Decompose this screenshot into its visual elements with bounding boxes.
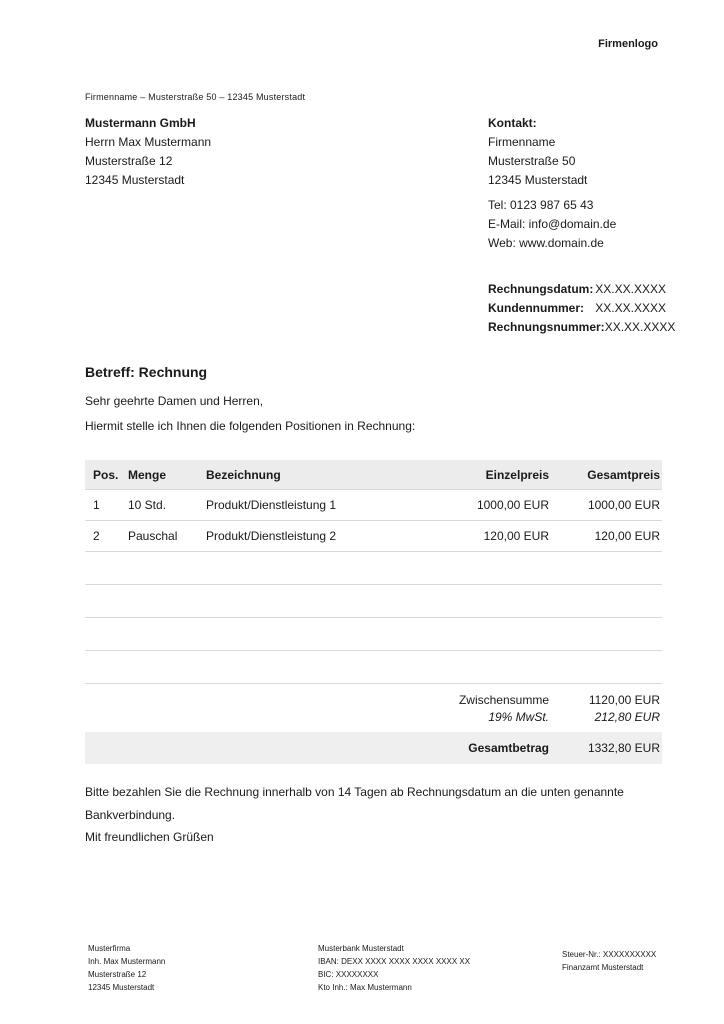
invoice-date-row [488, 280, 666, 299]
header-bezeichnung: Bezeichnung [206, 467, 281, 482]
line-items-table [85, 460, 662, 764]
cell-einzelpreis: 1000,00 EUR [476, 498, 549, 512]
header-einzelpreis: Einzelpreis [485, 467, 549, 482]
footer-company-city: 12345 Musterstadt [88, 983, 155, 992]
contact-web: Web: www.domain.de [488, 236, 604, 250]
contact-city: 12345 Musterstadt [488, 173, 588, 187]
cell-gesamtpreis: 120,00 EUR [594, 529, 660, 543]
table-empty-row [85, 552, 662, 585]
customer-number-label: Kundennummer: [488, 301, 584, 315]
closing-salutation: Mit freundlichen Grüßen [85, 830, 214, 844]
contact-phone: Tel: 0123 987 65 43 [488, 198, 594, 212]
footer-company-name: Musterfirma [88, 944, 131, 953]
cell-bezeichnung: Produkt/Dienstleistung 1 [206, 498, 337, 512]
recipient-name: Herrn Max Mustermann [85, 135, 212, 149]
salutation: Sehr geehrte Damen und Herren, [85, 394, 264, 408]
table-header-row [85, 460, 662, 490]
contact-company: Firmenname [488, 135, 556, 149]
footer-bank-iban: IBAN: DEXX XXXX XXXX XXXX XXXX XX [318, 957, 471, 966]
header-pos: Pos. [93, 467, 119, 482]
contact-block [488, 114, 666, 253]
sender-return-address: Firmenname – Musterstraße 50 – 12345 Musterstadt [85, 92, 306, 102]
subtotal-value: 1120,00 EUR [588, 692, 660, 707]
header-menge: Menge [128, 467, 167, 482]
contact-street: Musterstraße 50 [488, 154, 576, 168]
subject-line: Betreff: Rechnung [85, 364, 208, 380]
invoice-number-label: Rechnungsnummer: [488, 320, 605, 334]
footer-bank-block [318, 942, 470, 994]
table-empty-row [85, 618, 662, 651]
grand-total-row [85, 732, 662, 764]
vat-value: 212,80 EUR [594, 709, 660, 724]
company-logo-placeholder: Firmenlogo [598, 38, 658, 50]
recipient-street: Musterstraße 12 [85, 154, 173, 168]
contact-email: E-Mail: info@domain.de [488, 217, 617, 231]
recipient-address-block [85, 114, 211, 190]
grand-total-value: 1332,80 EUR [587, 741, 660, 755]
footer-tax-office: Finanzamt Musterstadt [562, 963, 644, 972]
intro-sentence: Hiermit stelle ich Ihnen die folgenden Positionen in Rechnung: [85, 419, 416, 433]
cell-menge: 10 Std. [128, 498, 167, 512]
footer-bank-holder: Kto Inh.: Max Mustermann [318, 983, 412, 992]
vat-row [85, 708, 662, 725]
cell-menge: Pauschal [128, 529, 178, 543]
customer-number-row [488, 299, 666, 318]
table-row [85, 490, 662, 521]
cell-gesamtpreis: 1000,00 EUR [587, 498, 660, 512]
customer-number-value: XX.XX.XXXX [595, 301, 666, 315]
recipient-city: 12345 Musterstadt [85, 173, 185, 187]
cell-pos: 2 [93, 529, 100, 543]
cell-pos: 1 [93, 498, 100, 512]
header-gesamtpreis: Gesamtpreis [587, 467, 660, 482]
table-empty-row [85, 585, 662, 618]
recipient-company: Mustermann GmbH [85, 116, 196, 130]
footer-bank-name: Musterbank Musterstadt [318, 944, 404, 953]
grand-total-label: Gesamtbetrag [468, 741, 549, 755]
table-empty-row [85, 651, 662, 684]
table-row [85, 521, 662, 552]
subtotal-label: Zwischensumme [458, 692, 549, 707]
invoice-date-value: XX.XX.XXXX [595, 282, 666, 296]
footer-company-street: Musterstraße 12 [88, 970, 147, 979]
footer-tax-block [562, 948, 656, 974]
payment-terms-note: Bitte bezahlen Sie die Rechnung innerhalb von 14 Tagen ab Rechnungsdatum an die unten genannte Bankverbindung. [85, 785, 624, 822]
invoice-number-value: XX.XX.XXXX [604, 320, 676, 334]
cell-bezeichnung: Produkt/Dienstleistung 2 [206, 529, 337, 543]
subtotal-row [85, 691, 662, 708]
invoice-number-row [488, 318, 676, 337]
contact-heading: Kontakt: [488, 116, 537, 130]
footer-bank-bic: BIC: XXXXXXXX [318, 970, 379, 979]
invoice-date-label: Rechnungsdatum: [488, 282, 594, 296]
footer-tax-number: Steuer-Nr.: XXXXXXXXXX [562, 950, 657, 959]
vat-label: 19% MwSt. [488, 709, 549, 724]
invoice-meta-block [488, 280, 676, 337]
totals-block [85, 684, 662, 725]
footer-company-block [88, 942, 165, 994]
cell-einzelpreis: 120,00 EUR [483, 529, 549, 543]
footer-company-owner: Inh. Max Mustermann [88, 957, 166, 966]
